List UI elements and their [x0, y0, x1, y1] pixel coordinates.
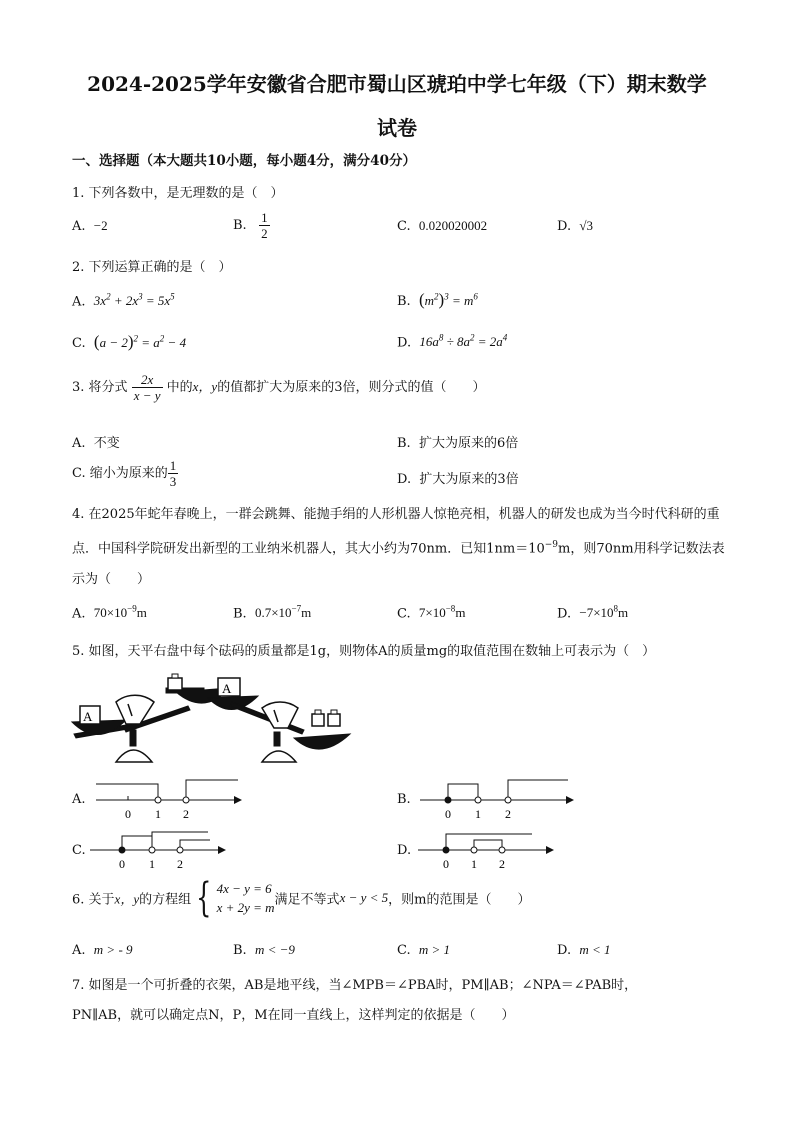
q4-option-c: C. $7\times 10^{-8}m$ [397, 604, 466, 622]
right-box-label: A [222, 681, 232, 696]
question-7-line1: 7. 如图是一个可折叠的衣架，AB是地平线，当∠MPB＝∠PBA时，PM∥AB；∠NPA＝∠PAB时， [72, 978, 638, 993]
question-4-stem: 4. 在2025年蛇年春晚上，一群会跳舞、能抛手绢的人形机器人惊艳亮相，机器人的研发也成为当今时代科研的重点．中国科学院研发出新型的工业纳米机器人，其大小约为70nm．已知$1nm=10^{-9}m$，则70nm用科学记数法表示为（ ） [72, 507, 725, 588]
q1-option-c: C. 0.020020002 [397, 218, 488, 234]
q6-option-a: A. m > - 9 [72, 942, 133, 958]
svg-text:0: 0 [125, 807, 131, 821]
svg-text:1: 1 [471, 857, 477, 871]
question-6-stem: 6. 关于x，y的方程组 { 4x − y = 6 x + 2y = m 满足不等式x − y < 5，则m的范围是（ ） [72, 875, 531, 921]
left-box-label: A [83, 709, 93, 724]
question-5-stem: 5. 如图，天平右盘中每个砝码的质量都是1g，则物体A的质量mg的取值范围在数轴上可表示为（ ） [72, 644, 656, 659]
svg-text:1: 1 [155, 807, 161, 821]
svg-text:1: 1 [475, 807, 481, 821]
q2-option-c: C. $(a - 2)^2 = a^2 - 4$ [72, 332, 187, 351]
question-3-stem: 3. 将分式 $\frac{2x}{x - y}$ 中的x，y的值都扩大为原来的3倍，则分式的值（ ） [72, 372, 486, 403]
balance-scales-figure [68, 672, 388, 772]
document-title-line2: 试卷 [377, 116, 417, 140]
q5-option-a-numberline [92, 774, 242, 822]
q2-option-b: B. $(m^2)^3 = m^6$ [397, 290, 478, 309]
q6-option-c: C. m > 1 [397, 942, 451, 958]
q5-option-c-label: C. [72, 843, 86, 858]
q3-option-a: A. 不变 [72, 436, 120, 451]
q5-option-a-label: A. [72, 792, 86, 807]
q6-option-d: D. m < 1 [557, 942, 611, 958]
q3-option-b: B. 扩大为原来的6倍 [397, 436, 519, 451]
q5-option-b-label: B. [397, 792, 411, 807]
left-balance [72, 674, 230, 762]
svg-text:0: 0 [443, 857, 449, 871]
q5-option-b-numberline [416, 774, 576, 822]
question-7-line2: PN∥AB，就可以确定点N，P，M在同一直线上，这样判定的依据是（ ） [72, 1008, 515, 1023]
svg-text:0: 0 [445, 807, 451, 821]
q4-option-a: A. $70\times 10^{-9}m$ [72, 604, 147, 622]
q1-option-b: B. $\frac{1}{2}$ [233, 210, 268, 241]
q3-option-d: D. 扩大为原来的3倍 [397, 472, 519, 487]
q3-option-c: C. 缩小为原来的 $\frac{1}{3}$ [72, 458, 177, 489]
q4-option-b: B. $0.7\times 10^{-7}m$ [233, 604, 312, 622]
svg-text:1: 1 [149, 857, 155, 871]
section-heading: 一、选择题（本大题共10小题，每小题4分，满分40分） [72, 153, 416, 169]
question-2-stem: 2. 下列运算正确的是（ ） [72, 260, 232, 275]
svg-text:0: 0 [119, 857, 125, 871]
q6-option-b: B. m < −9 [233, 942, 295, 958]
q4-option-d: D. $-7\times 10^8m$ [557, 604, 629, 622]
svg-text:2: 2 [183, 807, 189, 821]
q1-option-d: D. √3 [557, 218, 593, 234]
q2-option-d: D. $16a^8 \div 8a^2 = 2a^4$ [397, 333, 508, 351]
q5-option-c-numberline [86, 826, 236, 874]
document-title-line1: 2024-2025学年安徽省合肥市蜀山区琥珀中学七年级（下）期末数学 [87, 72, 707, 96]
q5-option-d-label: D. [397, 843, 412, 858]
q2-option-a: A. $3x^2 + 2x^3 = 5x^5$ [72, 292, 175, 310]
svg-text:2: 2 [505, 807, 511, 821]
svg-text:2: 2 [177, 857, 183, 871]
svg-text:2: 2 [499, 857, 505, 871]
question-1-stem: 1. 下列各数中，是无理数的是（ ） [72, 186, 284, 201]
q1-option-a: A. −2 [72, 218, 108, 234]
q5-option-d-numberline [414, 826, 564, 874]
